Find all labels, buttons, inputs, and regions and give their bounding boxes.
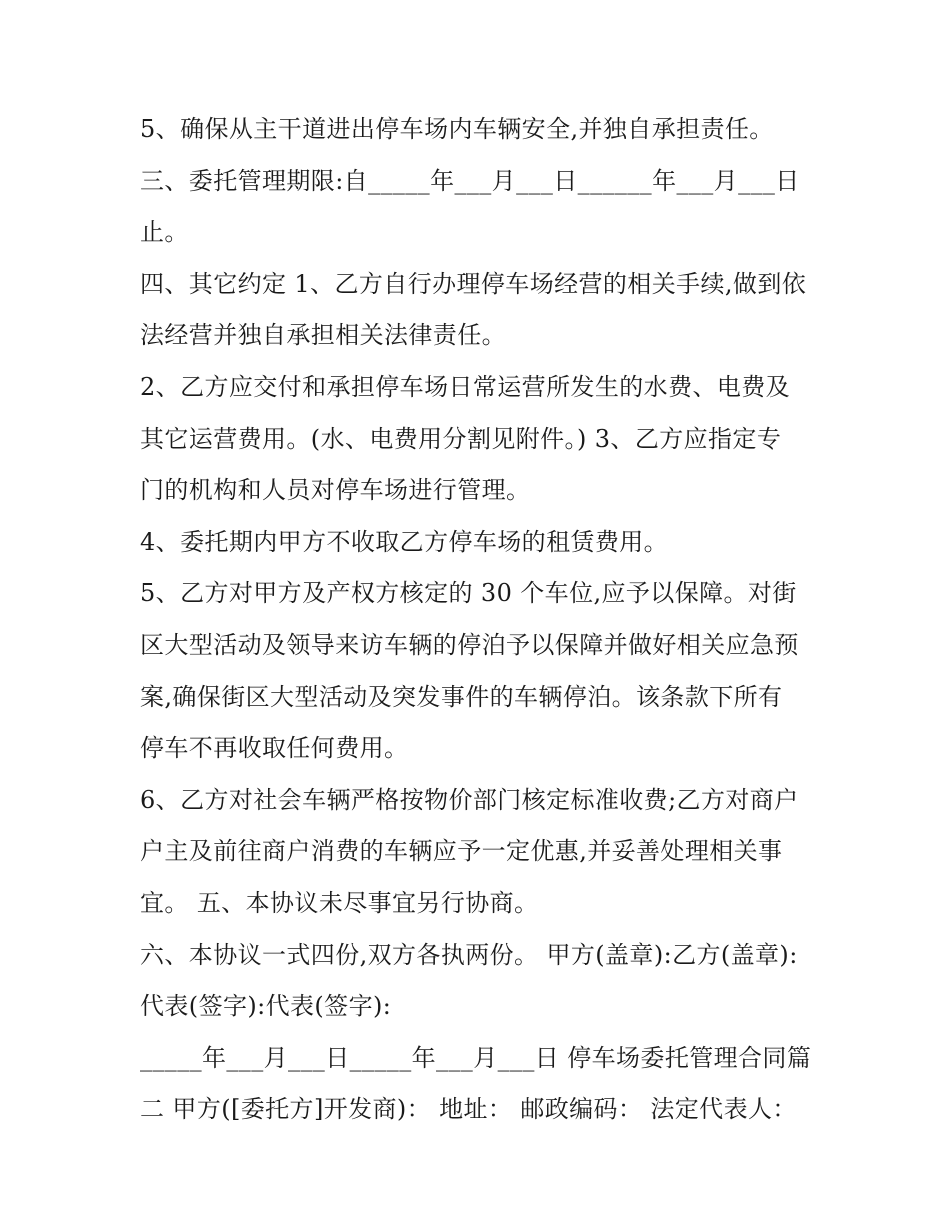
text-line: 4、委托期内甲方不收取乙方停车场的租赁费用。: [140, 527, 669, 556]
text-line: 户主及前往商户消费的车辆应予一定优惠,并妥善处理相关事: [140, 837, 783, 866]
text-line: 门的机构和人员对停车场进行管理。: [140, 476, 531, 505]
text-line: 案,确保街区大型活动及突发事件的车辆停泊。该条款下所有: [140, 682, 783, 711]
text-line: 四、其它约定 1、乙方自行办理停车场经营的相关手续,做到依: [140, 269, 807, 298]
contract-text: [140, 104, 820, 1136]
text-line: 停车不再收取任何费用。: [140, 734, 409, 763]
text-line: 六、本协议一式四份,双方各执两份。 甲方(盖章):乙方(盖章):: [140, 940, 798, 969]
text-line: 法经营并独自承担相关法律责任。: [140, 321, 506, 350]
text-line: 代表(签字):代表(签字):: [140, 992, 392, 1021]
text-line: 2、乙方应交付和承担停车场日常运营所发生的水费、电费及: [140, 372, 791, 401]
text-line: 止。: [140, 218, 189, 247]
text-line: 区大型活动及领导来访车辆的停泊予以保障并做好相关应急预: [140, 630, 799, 659]
text-line: 三、委托管理期限:自_____年___月___日______年___月___日: [140, 166, 800, 195]
text-line: 其它运营费用。(水、电费用分割见附件。) 3、乙方应指定专: [140, 424, 782, 453]
text-line: 5、乙方对甲方及产权方核定的 30 个车位,应予以保障。对街: [140, 579, 797, 608]
text-line: 6、乙方对社会车辆严格按物价部门核定标准收费;乙方对商户: [140, 785, 799, 814]
text-line: 宜。 五、本协议未尽事宜另行协商。: [140, 888, 539, 917]
text-line: _____年___月___日_____年___月___日 停车场委托管理合同篇: [140, 1043, 812, 1072]
text-line: 5、确保从主干道进出停车场内车辆安全,并独自承担责任。: [140, 115, 774, 143]
text-line: 二 甲方([委托方]开发商)： 地址： 邮政编码： 法定代表人：: [140, 1095, 797, 1124]
